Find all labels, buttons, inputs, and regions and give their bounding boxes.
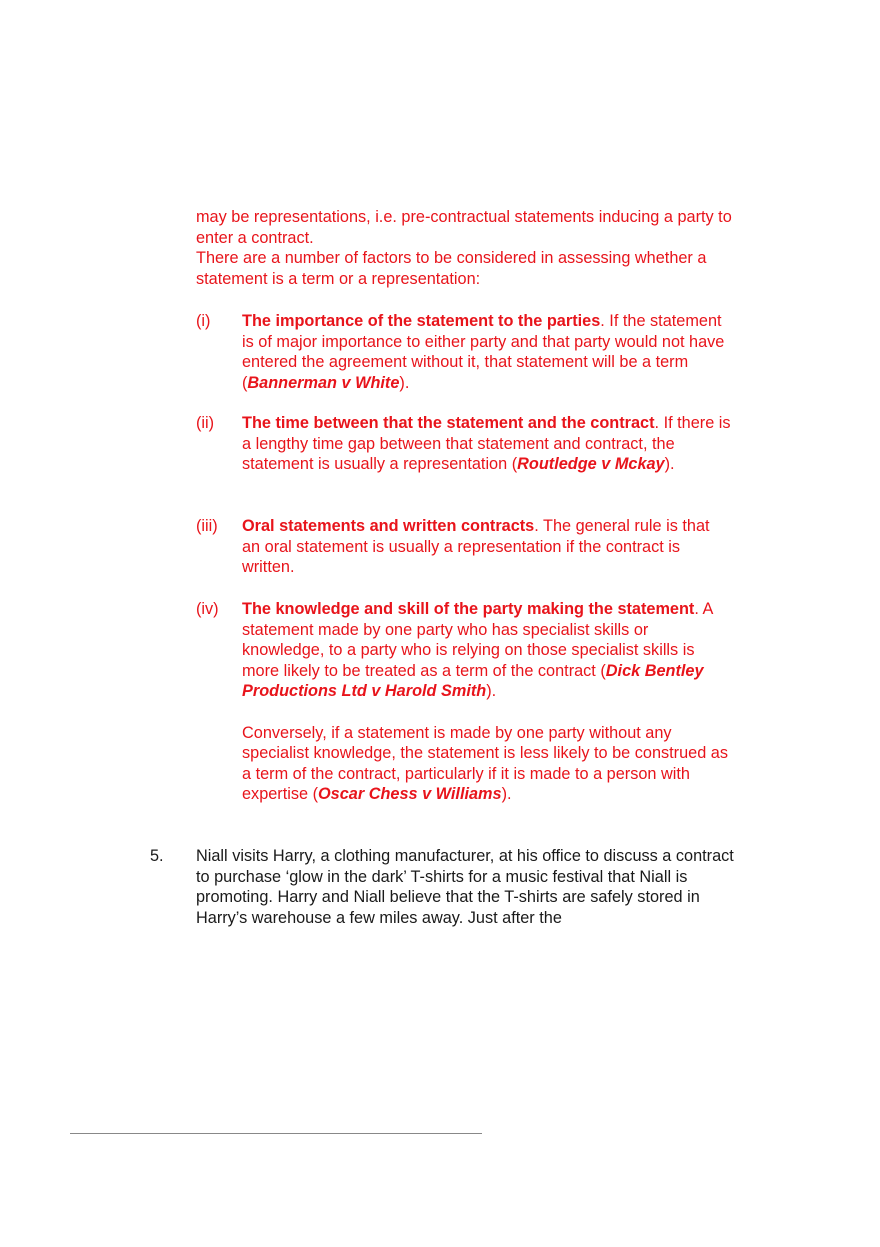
factor-tail: ). xyxy=(399,373,410,392)
factor-body xyxy=(242,413,732,475)
factor-heading: The time between that the statement and the contract xyxy=(242,414,655,432)
factor-number: (iii) xyxy=(196,517,218,535)
factor-number: (iv) xyxy=(196,600,219,618)
factor-text: . If the statement is of major importance to either party and that party would not have entered the agreement without it, that statement will be a term ( xyxy=(242,312,725,392)
case-citation: Oscar Chess v Williams xyxy=(318,785,502,804)
factor-heading: Oral statements and written contracts xyxy=(242,517,535,535)
case-citation: Bannerman v White xyxy=(247,373,400,392)
intro-line-1: may be representations, i.e. pre-contractual statements inducing a party to enter a contract. xyxy=(196,208,732,247)
footnote-divider xyxy=(70,1133,482,1134)
factor-tail: ). xyxy=(501,785,512,804)
intro-line-2: There are a number of factors to be considered in assessing whether a statement is a term or a representation: xyxy=(196,249,707,288)
factor-item xyxy=(196,311,736,393)
factor-item xyxy=(196,599,736,805)
factor-heading: The importance of the statement to the parties xyxy=(242,312,601,330)
factor-text: . The general rule is that an oral statement is usually a representation if the contract is written. xyxy=(242,517,710,577)
factor-body xyxy=(242,599,732,702)
intro-paragraph xyxy=(196,207,736,289)
factor-tail: ). xyxy=(664,455,675,474)
factor-number: (ii) xyxy=(196,414,215,432)
factor-heading: The knowledge and skill of the party making the statement xyxy=(242,600,695,618)
case-citation: Routledge v Mckay xyxy=(517,455,665,474)
factor-item xyxy=(196,413,736,475)
question-text: Niall visits Harry, a clothing manufacturer, at his office to discuss a contract to purchase ‘glow in the dark’ T-shirts for a music festival that Niall is promoting. Harry and Niall believe that the T-shirts are safely stored in Harry’s warehouse a few miles away. Just after the xyxy=(196,847,734,927)
question-number: 5. xyxy=(150,847,164,865)
factor-tail: ). xyxy=(486,682,497,701)
factor-text: . A statement made by one party who has specialist skills or knowledge, to a party who is relying on those specialist skills is more likely to be treated as a term of the contract ( xyxy=(242,600,713,680)
factor-body xyxy=(242,516,732,578)
factor-number: (i) xyxy=(196,312,211,330)
question-5 xyxy=(150,846,740,928)
factor-body xyxy=(242,311,732,393)
factor-paragraph-2 xyxy=(242,723,732,805)
case-citation: Dick Bentley Productions Ltd v Harold Smith xyxy=(242,661,704,701)
factor-text: Conversely, if a statement is made by one party without any specialist knowledge, the statement is less likely to be construed as a term of the contract, particularly if it is made to a person with expertise ( xyxy=(242,723,728,804)
factor-item xyxy=(196,516,736,578)
factor-text: . If there is a lengthy time gap between that statement and contract, the statement is usually a representation ( xyxy=(242,414,731,474)
